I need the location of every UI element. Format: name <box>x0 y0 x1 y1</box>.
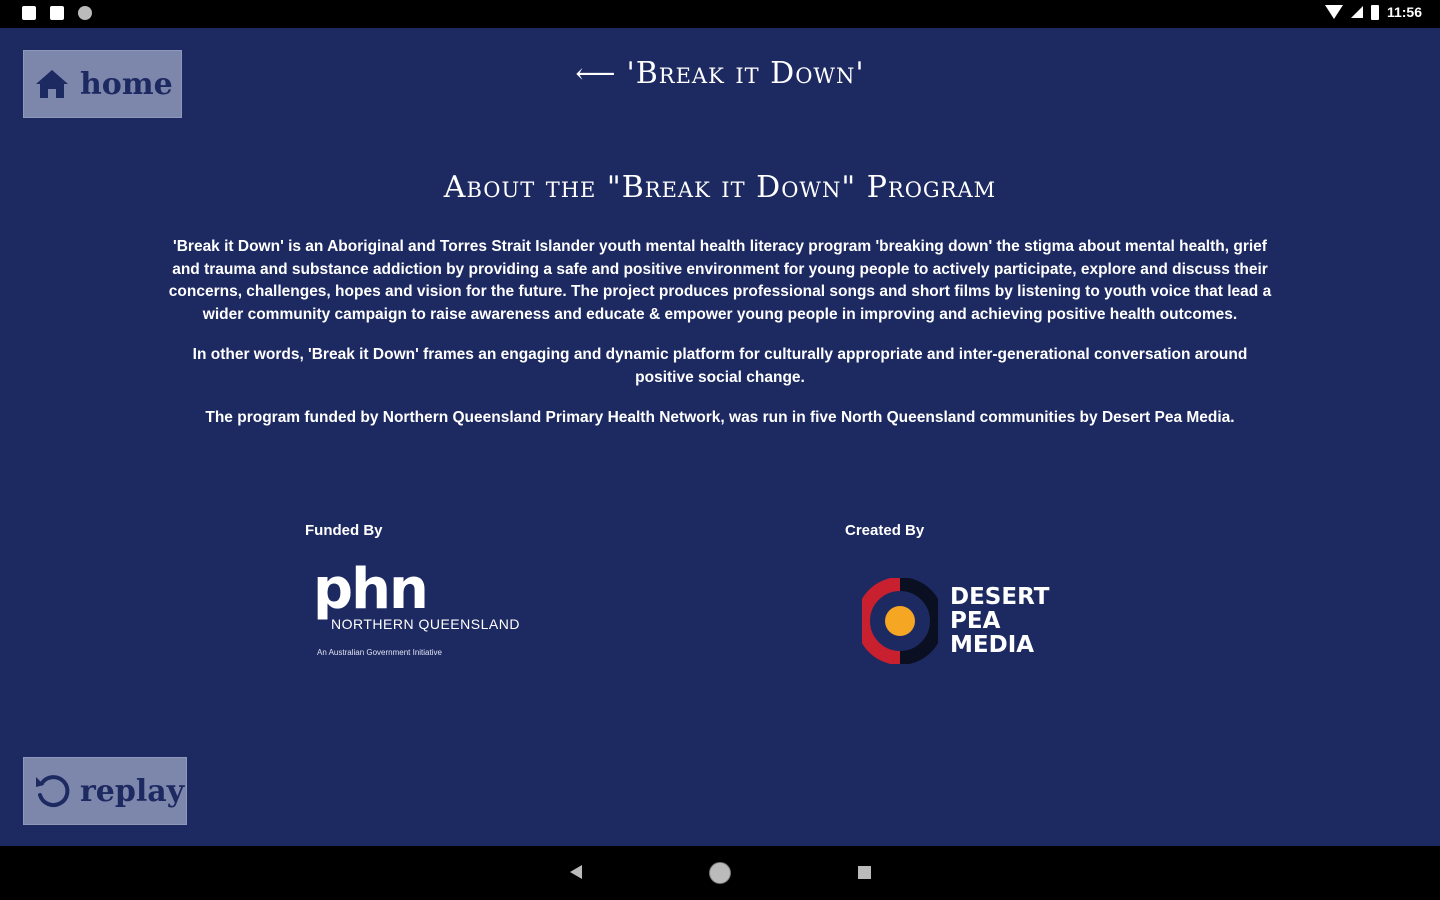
back-arrow-icon: ⟵ <box>575 57 617 90</box>
paragraph: 'Break it Down' is an Aboriginal and Torres Strait Islander youth mental health literacy program 'breaking down' the stigma about mental health, grief and trauma and substance addiction by providing a safe and positive environment for young people to actively participate, explore and discuss their concerns, challenges, hopes and vision for the future. The project produces professional songs and short films by listening to youth voice that lead a wider community campaign to raise awareness and educate & empower young people in improving and achieving positive health outcomes. <box>168 238 1272 323</box>
system-icons <box>1325 4 1422 20</box>
back-link[interactable] <box>0 56 1440 91</box>
signal-icon <box>1351 6 1363 18</box>
status-bar <box>0 0 1440 28</box>
replay-label: replay <box>80 773 185 809</box>
battery-icon <box>1371 5 1379 20</box>
nav-recents-icon[interactable] <box>858 866 871 879</box>
replay-icon <box>32 773 72 809</box>
page-title: About the "Break it Down" Program <box>443 170 997 205</box>
dpm-wordmark <box>950 585 1049 657</box>
dpm-line: PEA <box>950 608 1001 634</box>
paragraph: In other words, 'Break it Down' frames an engaging and dynamic platform for culturally appropriate and inter-generational conversation around positive social change. <box>192 346 1248 386</box>
dpm-line: MEDIA <box>950 632 1035 658</box>
phn-logo-sub: An Australian Government Initiative <box>317 648 442 657</box>
desert-pea-media-logo <box>862 578 1049 664</box>
sd-card-icon <box>50 6 64 20</box>
funded-by-label: Funded By <box>305 522 383 539</box>
desert-pea-emblem-icon <box>862 578 938 664</box>
nav-back-icon[interactable] <box>570 865 582 879</box>
wifi-icon <box>1325 5 1343 19</box>
program-description <box>165 236 1275 448</box>
created-by-label: Created By <box>845 522 925 539</box>
dpm-line: DESERT <box>950 584 1050 610</box>
notification-icon <box>22 6 36 20</box>
phn-logo-word: phn <box>313 557 427 622</box>
paragraph: The program funded by Northern Queensland Primary Health Network, was run in five North Queensland communities by Desert Pea Media. <box>205 409 1235 426</box>
nav-home-icon[interactable] <box>709 862 731 884</box>
phn-logo <box>313 557 520 657</box>
back-label: 'Break it Down' <box>626 56 865 91</box>
notification-icons <box>22 6 92 20</box>
home-label: home <box>80 66 173 102</box>
navigation-bar <box>0 846 1440 900</box>
replay-button[interactable] <box>23 757 187 825</box>
clock: 11:56 <box>1386 4 1422 20</box>
phn-logo-region: NORTHERN QUEENSLAND <box>331 616 520 632</box>
circle-icon <box>78 6 92 20</box>
